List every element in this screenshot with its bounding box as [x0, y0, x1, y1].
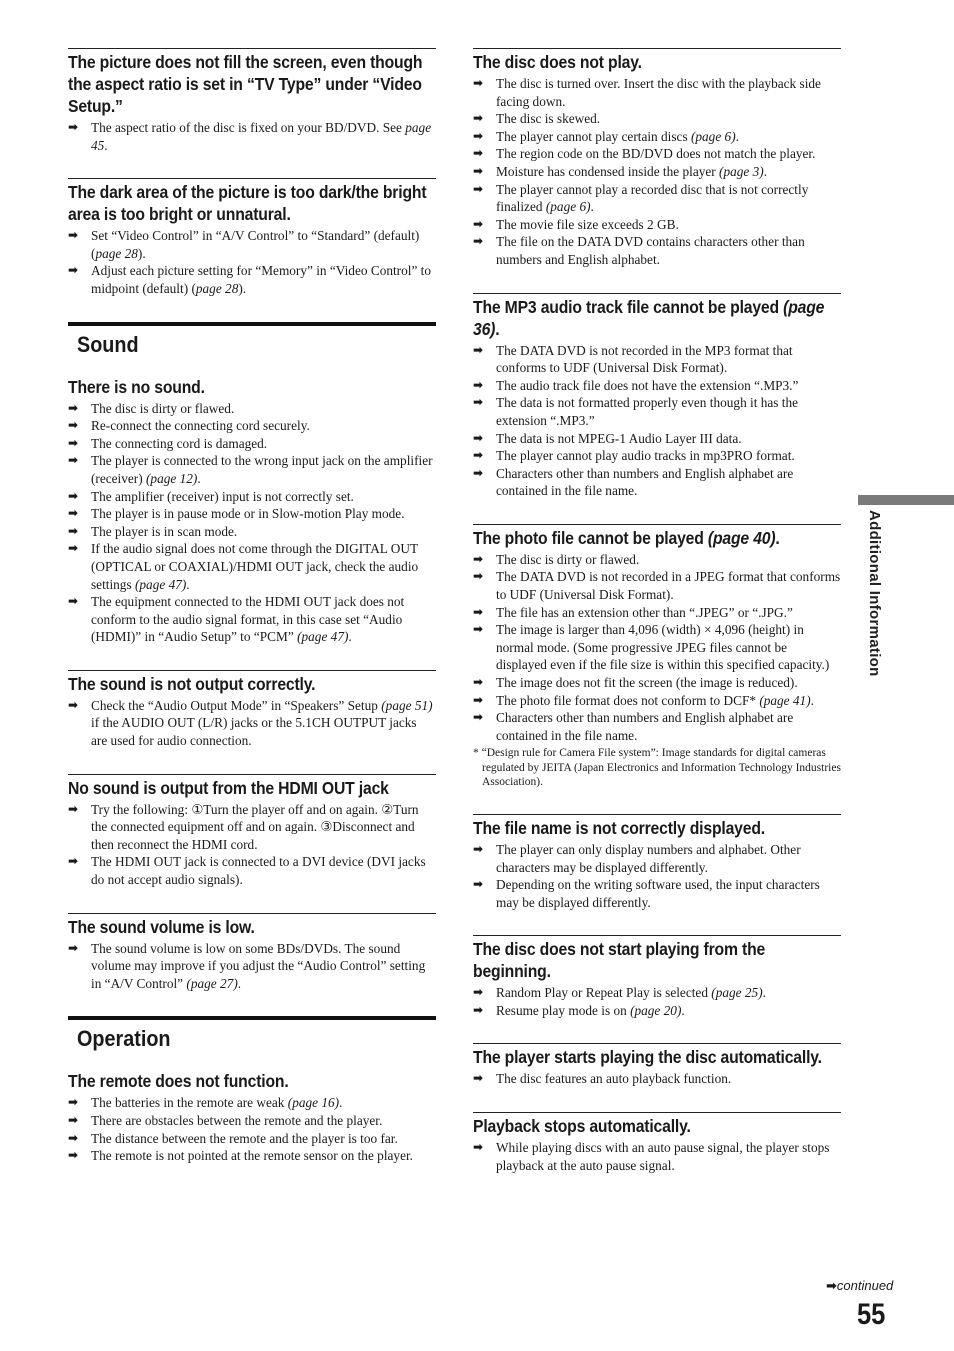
issue-title: The sound is not output correctly.	[68, 673, 316, 694]
remedy-text: The disc features an auto playback function.	[496, 1071, 732, 1087]
remedy-text: The amplifier (receiver) input is not correctly set.	[91, 488, 354, 504]
arrow-icon: ➡	[68, 506, 79, 521]
remedy-item	[68, 523, 436, 541]
remedy-item	[68, 488, 436, 506]
issue-block	[473, 48, 841, 269]
issue-title	[473, 296, 841, 340]
arrow-icon: ➡	[68, 435, 79, 450]
remedy-text: The data is not MPEG-1 Audio Layer III data.	[496, 430, 742, 446]
remedy-text: The data is not formatted properly even though it has the extension “.MP3.”	[496, 395, 799, 428]
issue-block	[68, 48, 436, 154]
arrow-icon: ➡	[473, 841, 484, 856]
remedy-text: The player is in scan mode.	[91, 523, 238, 539]
remedy-list	[473, 75, 841, 269]
remedy-list	[473, 342, 841, 500]
arrow-icon: ➡	[473, 604, 484, 619]
page-reference: (page 40)	[707, 527, 776, 548]
remedy-text: The HDMI OUT jack is connected to a DVI device (DVI jacks do not accept audio signals).	[91, 854, 426, 888]
remedy-item	[473, 551, 841, 569]
page-reference: (page 41)	[759, 692, 811, 708]
remedy-item	[473, 876, 841, 911]
title-tail: .	[495, 318, 500, 339]
remedy-item	[68, 452, 436, 487]
remedy-text: While playing discs with an auto pause signal, the player stops playback at the auto pause signal.	[496, 1140, 830, 1173]
remedy-list	[68, 697, 436, 750]
arrow-icon: ➡	[68, 488, 79, 503]
remedy-item	[473, 128, 841, 146]
page-reference: (page 51)	[381, 697, 433, 713]
remedy-item	[473, 181, 841, 216]
arrow-icon: ➡	[473, 342, 484, 357]
issue-title: The sound volume is low.	[68, 916, 255, 937]
arrow-icon: ➡	[68, 801, 79, 816]
page-reference: (page 16)	[287, 1095, 340, 1111]
remedy-text: The movie file size exceeds 2 GB.	[496, 216, 679, 232]
remedy-item	[473, 342, 841, 377]
remedy-item	[473, 692, 841, 710]
remedy-item	[473, 430, 841, 448]
issue-title: Playback stops automatically.	[473, 1116, 691, 1137]
left-column	[68, 48, 436, 1189]
issue-block	[473, 814, 841, 911]
section-tab-label: Additional Information	[866, 510, 883, 677]
remedy-text: The image does not fit the screen (the image is reduced).	[496, 675, 798, 691]
arrow-icon: ➡	[473, 395, 484, 410]
arrow-icon: ➡	[473, 163, 484, 178]
page-reference: page 45	[91, 120, 432, 153]
remedy-text: The region code on the BD/DVD does not match the player.	[496, 146, 816, 162]
remedy-item	[473, 216, 841, 234]
arrow-icon: ➡	[68, 697, 79, 712]
remedy-item	[68, 853, 436, 888]
arrow-icon: ➡	[473, 622, 484, 637]
issue-title: There is no sound.	[68, 376, 205, 397]
remedy-item	[68, 262, 436, 297]
remedy-list	[68, 940, 436, 993]
remedy-tail: .	[810, 692, 814, 708]
remedy-tail: ).	[238, 280, 247, 296]
remedy-tail: if the AUDIO OUT (L/R) jacks or the 5.1CH OUTPUT jacks are used for audio connection.	[91, 715, 417, 749]
remedy-text: Check the “Audio Output Mode” in “Speakers” Setup	[91, 697, 382, 713]
remedy-text: Try the following: ①Turn the player off and on again. ②Turn the connected equipment off and on again. ③Disconnect and then reconnect the HDMI cord.	[91, 801, 419, 852]
arrow-icon: ➡	[68, 854, 79, 869]
issue-block	[473, 1043, 841, 1088]
remedy-item	[68, 697, 436, 750]
remedy-text: Characters other than numbers and English alphabet are contained in the file name.	[496, 710, 794, 743]
arrow-icon: ➡	[68, 1113, 79, 1127]
arrow-icon: ➡	[473, 675, 484, 690]
arrow-icon: ➡	[473, 146, 484, 161]
issue-block	[473, 524, 841, 790]
remedy-text: The player can only display numbers and alphabet. Other characters may be displayed differently.	[496, 841, 801, 875]
remedy-text: If the audio signal does not come through the DIGITAL OUT (OPTICAL or COAXIAL)/HDMI OUT jack, check the audio settings	[91, 541, 419, 592]
remedy-text: The disc is dirty or flawed.	[91, 400, 235, 416]
footnote: * “Design rule for Camera File system”: Image standards for digital cameras regulated by JEITA (Japan Electronics and Information Technology Industries Association).	[473, 747, 841, 789]
section-operation	[68, 1016, 436, 1052]
arrow-icon: ➡	[473, 1071, 484, 1086]
remedy-text: Depending on the writing software used, the input characters may be displayed differently.	[496, 877, 820, 910]
arrow-icon: ➡	[473, 430, 484, 445]
remedy-item	[473, 163, 841, 181]
page-reference: (page 27)	[186, 975, 238, 991]
title-text: The photo file cannot be played	[473, 527, 704, 548]
issue-title: The player starts playing the disc automatically.	[473, 1047, 822, 1068]
remedy-item	[473, 75, 841, 110]
remedy-item	[68, 435, 436, 453]
remedy-text: The player cannot play audio tracks in mp3PRO format.	[496, 448, 795, 464]
remedy-text: The file on the DATA DVD contains characters other than numbers and English alphabet.	[496, 234, 805, 267]
page-reference: (page 12)	[146, 470, 198, 486]
remedy-text: The aspect ratio of the disc is fixed on your BD/DVD. See	[91, 120, 406, 135]
continued-text: continued	[836, 1278, 894, 1293]
remedy-tail: .	[237, 975, 242, 991]
arrow-icon: ➡	[473, 216, 484, 231]
remedy-tail: ).	[137, 245, 146, 261]
remedy-item	[473, 377, 841, 395]
section-heading: Operation	[77, 1026, 171, 1052]
remedy-list	[473, 1139, 841, 1174]
remedy-item	[68, 1130, 436, 1148]
arrow-icon: ➡	[68, 400, 79, 415]
issue-title: The picture does not fill the screen, even though the aspect ratio is set in “TV Type” under “Video Setup.”	[68, 52, 423, 116]
right-column	[473, 48, 841, 1198]
remedy-item	[473, 1070, 841, 1088]
remedy-text: Re-connect the connecting cord securely.	[91, 418, 310, 434]
remedy-item	[473, 110, 841, 128]
remedy-list	[68, 119, 436, 154]
remedy-tail: .	[735, 128, 739, 144]
issue-block	[473, 293, 841, 500]
arrow-icon: ➡	[473, 1002, 484, 1017]
remedy-list	[473, 841, 841, 911]
remedy-text: The equipment connected to the HDMI OUT jack does not conform to the audio signal format, in this case set “Audio (HDMI)” in “Audio Setup” to “PCM”	[91, 594, 405, 645]
remedy-item	[68, 227, 436, 262]
remedy-item	[473, 145, 841, 163]
remedy-item	[473, 568, 841, 603]
arrow-icon: ➡	[68, 453, 79, 468]
arrow-icon: ➡	[473, 234, 484, 249]
issue-title: The file name is not correctly displayed.	[473, 817, 765, 838]
remedy-text: The batteries in the remote are weak	[91, 1095, 288, 1111]
title-text: The MP3 audio track file cannot be played	[473, 296, 779, 317]
page-reference: page 28	[195, 280, 239, 296]
issue-title: No sound is output from the HDMI OUT jack	[68, 777, 389, 798]
issue-title: The disc does not start playing from the beginning.	[473, 939, 766, 982]
remedy-item	[68, 1094, 436, 1112]
remedy-item	[473, 674, 841, 692]
remedy-text: Characters other than numbers and English alphabet are contained in the file name.	[496, 465, 794, 499]
issue-block	[68, 376, 436, 646]
arrow-icon: ➡	[68, 1130, 79, 1145]
arrow-icon: ➡	[473, 448, 484, 463]
remedy-item	[68, 417, 436, 435]
section-sound	[68, 322, 436, 358]
arrow-icon: ➡	[473, 465, 484, 480]
remedy-list	[473, 984, 841, 1019]
arrow-icon: ➡	[473, 877, 484, 892]
issue-block	[473, 1112, 841, 1174]
continued-note	[826, 1278, 893, 1294]
page-reference: (page 36)	[473, 296, 825, 339]
issue-title	[473, 527, 841, 549]
page-reference: (page 25)	[711, 985, 763, 1001]
remedy-tail: .	[197, 470, 201, 486]
remedy-text: The DATA DVD is not recorded in a JPEG format that conforms to UDF (Universal Disk Format).	[496, 569, 841, 603]
arrow-icon: ➡	[68, 263, 79, 278]
remedy-text: The remote is not pointed at the remote sensor on the player.	[91, 1148, 413, 1164]
arrow-icon: ➡	[473, 569, 484, 584]
remedy-text: The distance between the remote and the player is too far.	[91, 1130, 398, 1146]
remedy-item	[68, 540, 436, 593]
remedy-tail: .	[590, 199, 594, 215]
remedy-text: The image is larger than 4,096 (width) × 4,096 (height) in normal mode. (Some progressive JPEG files cannot be displayed even if the file size is within this specified capacity.)	[496, 622, 830, 673]
remedy-text: The photo file format does not conform to DCF*	[496, 692, 760, 708]
remedy-tail: .	[348, 629, 352, 645]
remedy-text: Resume play mode is on	[496, 1002, 631, 1018]
remedy-item	[68, 1112, 436, 1130]
remedy-item	[473, 984, 841, 1002]
remedy-item	[473, 1002, 841, 1020]
page-reference: (page 47)	[134, 576, 187, 592]
remedy-text: The disc is turned over. Insert the disc with the playback side facing down.	[496, 76, 821, 109]
arrow-icon: ➡	[68, 940, 79, 955]
remedy-text: The player cannot play certain discs	[496, 128, 691, 144]
remedy-text: The audio track file does not have the extension “.MP3.”	[496, 377, 799, 393]
arrow-icon: ➡	[826, 1279, 837, 1294]
remedy-item	[68, 400, 436, 418]
page-reference: (page 6)	[690, 128, 736, 144]
arrow-icon: ➡	[68, 120, 79, 134]
page-reference: (page 6)	[545, 199, 591, 215]
page-reference: (page 20)	[630, 1002, 682, 1018]
issue-title: The disc does not play.	[473, 52, 642, 72]
remedy-text: The player cannot play a recorded disc that is not correctly finalized	[496, 181, 809, 215]
remedy-item	[473, 1139, 841, 1174]
issue-block	[68, 913, 436, 993]
remedy-list	[68, 801, 436, 889]
remedy-item	[68, 940, 436, 993]
remedy-item	[68, 593, 436, 646]
arrow-icon: ➡	[68, 228, 79, 243]
arrow-icon: ➡	[68, 418, 79, 433]
remedy-item	[473, 709, 841, 744]
remedy-item	[68, 119, 436, 154]
issue-block	[68, 670, 436, 750]
arrow-icon: ➡	[68, 594, 79, 609]
issue-block	[68, 774, 436, 889]
arrow-icon: ➡	[473, 111, 484, 126]
remedy-item	[473, 604, 841, 622]
arrow-icon: ➡	[473, 692, 484, 707]
arrow-icon: ➡	[473, 181, 484, 196]
arrow-icon: ➡	[473, 551, 484, 566]
issue-block	[68, 1070, 436, 1164]
remedy-list	[68, 227, 436, 297]
page-reference: (page 3)	[719, 163, 764, 179]
arrow-icon: ➡	[68, 523, 79, 538]
remedy-item	[473, 621, 841, 674]
arrow-icon: ➡	[473, 76, 484, 90]
remedy-item	[473, 233, 841, 268]
remedy-item	[473, 841, 841, 876]
page-number: 55	[857, 1298, 886, 1331]
remedy-item	[68, 505, 436, 523]
section-heading: Sound	[77, 331, 139, 357]
remedy-tail: .	[339, 1095, 343, 1111]
issue-title: The remote does not function.	[68, 1071, 289, 1092]
remedy-text: The file has an extension other than “.JPEG” or “.JPG.”	[496, 604, 793, 620]
remedy-text: There are obstacles between the remote and the player.	[91, 1113, 383, 1128]
issue-title: The dark area of the picture is too dark/the bright area is too bright or unnatural.	[68, 182, 427, 225]
remedy-text: The disc is skewed.	[496, 111, 601, 127]
remedy-item	[473, 394, 841, 429]
remedy-list	[473, 1070, 841, 1088]
remedy-tail: .	[186, 576, 190, 592]
remedy-list	[473, 551, 841, 745]
remedy-text: The disc is dirty or flawed.	[496, 551, 640, 567]
remedy-text: The DATA DVD is not recorded in the MP3 format that conforms to UDF (Universal Disk Format).	[496, 342, 793, 376]
section-tab-marker	[858, 495, 954, 505]
remedy-text: The sound volume is low on some BDs/DVDs. The sound volume may improve if you adjust the “Audio Control” setting in “A/V Control”	[91, 940, 426, 991]
arrow-icon: ➡	[473, 985, 484, 1000]
arrow-icon: ➡	[68, 541, 79, 556]
remedy-item	[473, 447, 841, 465]
remedy-item	[473, 465, 841, 500]
remedy-text: The connecting cord is damaged.	[91, 435, 268, 451]
remedy-tail: .	[763, 163, 768, 179]
remedy-tail: .	[104, 137, 108, 153]
remedy-list	[68, 400, 436, 646]
remedy-list	[68, 1094, 436, 1164]
arrow-icon: ➡	[68, 1148, 79, 1163]
remedy-tail: .	[681, 1002, 685, 1018]
arrow-icon: ➡	[473, 128, 484, 143]
remedy-text: Adjust each picture setting for “Memory” in “Video Control” to midpoint (default) (	[91, 263, 432, 296]
issue-block	[473, 935, 841, 1019]
remedy-text: Moisture has condensed inside the player	[496, 163, 720, 179]
issue-block	[68, 178, 436, 297]
page-reference: (page 47)	[297, 629, 349, 645]
remedy-text: Set “Video Control” in “A/V Control” to “Standard” (default) (	[91, 228, 420, 261]
title-tail: .	[775, 527, 780, 548]
remedy-text: The player is connected to the wrong input jack on the amplifier (receiver)	[91, 453, 433, 486]
remedy-tail: .	[762, 985, 766, 1001]
arrow-icon: ➡	[473, 710, 484, 725]
arrow-icon: ➡	[68, 1095, 79, 1110]
arrow-icon: ➡	[473, 377, 484, 392]
arrow-icon: ➡	[473, 1140, 484, 1155]
remedy-text: Random Play or Repeat Play is selected	[496, 985, 712, 1001]
remedy-text: The player is in pause mode or in Slow-motion Play mode.	[91, 506, 405, 522]
remedy-item	[68, 1147, 436, 1165]
remedy-item	[68, 801, 436, 854]
page-reference: page 28	[95, 245, 138, 261]
